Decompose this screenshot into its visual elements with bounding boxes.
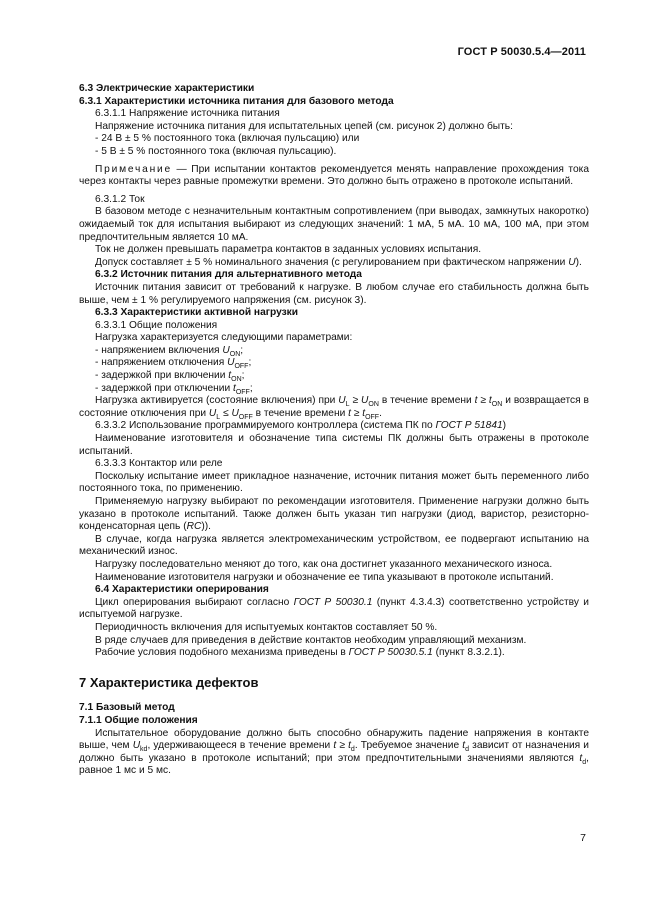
text-run: Нагрузка активируется (состояние включения) при bbox=[95, 395, 339, 407]
text-run: ≥ bbox=[349, 395, 362, 407]
subscript-on: ON bbox=[231, 376, 242, 384]
text-run: Испытательное оборудование должно быть способно обнаружить падение напряжения в контакте выше, чем bbox=[79, 727, 589, 752]
text-run: - задержкой при включении bbox=[95, 370, 229, 382]
paragraph-defects bbox=[79, 728, 589, 778]
heading-7-1-1: 7.1.1 Общие положения bbox=[79, 714, 198, 726]
paragraph-pk: Наименование изготовителя и обозначение типа системы ПК должны быть отражены в протоколе испытаний. bbox=[79, 433, 589, 457]
subscript-off: OFF bbox=[238, 413, 253, 421]
heading-6-3-3-3: 6.3.3.3 Контактор или реле bbox=[95, 458, 223, 470]
text-run: в течение времени bbox=[252, 407, 349, 419]
paragraph-activation bbox=[79, 395, 589, 420]
paragraph-tolerance bbox=[79, 257, 589, 270]
symbol-t: t bbox=[362, 407, 366, 419]
paragraph-current: В базовом методе с незначительным контактным сопротивлением (при выводах, замкнутых накоротко) ожидаемый ток для испытания выбирают из следующих значений: 1 мА, 5 мА. 10 мА, 100 мА, при этом предпочтительным является 10 мА. bbox=[79, 206, 589, 243]
list-item-5v: - 5 В ± 5 % постоянного тока (включая пульсацию). bbox=[95, 145, 337, 157]
text-run: ; bbox=[248, 357, 252, 369]
symbol-t: t bbox=[348, 740, 351, 752]
list-item-24v: - 24 В ± 5 % постоянного тока (включая пульсацию) или bbox=[95, 133, 360, 145]
paragraph-work-conditions bbox=[79, 647, 589, 660]
text-run: ≥ bbox=[336, 740, 349, 752]
symbol-t: t bbox=[333, 740, 337, 752]
heading-6-3-3-1: 6.3.3.1 Общие положения bbox=[95, 319, 218, 331]
heading-6-3-3: 6.3.3 Характеристики активной нагрузки bbox=[95, 307, 299, 319]
note-label: Примечание bbox=[95, 163, 172, 175]
text-run: ; bbox=[241, 370, 245, 382]
heading-6-3-3-2 bbox=[79, 420, 589, 433]
paragraph-load-name: Наименование изготовителя нагрузки и обозначение ее типа указывают в протоколе испытаний. bbox=[95, 571, 554, 583]
subscript-d: d bbox=[582, 758, 587, 766]
text-run: 6.3.3.2 Использование программируемого контроллера (система ПК по bbox=[95, 420, 436, 432]
heading-6-3-1: 6.3.1 Характеристики источника питания для базового метода bbox=[79, 95, 394, 107]
symbol-rc: RC bbox=[186, 521, 202, 533]
symbol-t: t bbox=[232, 382, 236, 394]
paragraph-cycle bbox=[79, 597, 589, 622]
text-run: ≥ bbox=[350, 407, 363, 419]
heading-6-3-2: 6.3.2 Источник питания для альтернативного метода bbox=[95, 269, 362, 281]
text-run: и возвращается в состояние отключения при bbox=[79, 395, 589, 419]
document-body bbox=[79, 83, 589, 778]
text-run: (пункт 8.3.2.1). bbox=[432, 647, 505, 659]
text-run: - напряжением включения bbox=[95, 344, 223, 356]
text-run: )). bbox=[201, 521, 211, 533]
paragraph-voltage: Напряжение источника питания для испытательных цепей (см. рисунок 2) должно быть: bbox=[95, 120, 513, 132]
subscript-on: ON bbox=[229, 350, 241, 358]
note-text: — При испытании контактов рекомендуется менять направление прохождения тока через контакты через равные промежутки времени. Это должно быть отражено в протоколе испытаний. bbox=[79, 163, 589, 188]
note bbox=[79, 164, 589, 189]
standard-reference: ГОСТ Р 50030.1 bbox=[293, 596, 373, 608]
subscript-d: d bbox=[465, 746, 469, 754]
text-run: в течение времени bbox=[378, 395, 475, 407]
subscript-off: OFF bbox=[235, 388, 250, 396]
paragraph-mechanical: В случае, когда нагрузка является электромеханическим устройством, ее подвергают испытанию на механический износ. bbox=[79, 533, 589, 558]
list-item-u-off bbox=[79, 357, 589, 370]
subscript-on: ON bbox=[368, 401, 379, 409]
symbol-u: U bbox=[222, 344, 230, 356]
page-header: ГОСТ Р 50030.5.4—2011 bbox=[457, 46, 586, 58]
list-item-t-on bbox=[79, 370, 589, 383]
heading-6-4: 6.4 Характеристики оперирования bbox=[95, 584, 269, 596]
paragraph-load-params: Нагрузка характеризуется следующими параметрами: bbox=[95, 332, 353, 344]
heading-6-3-1-1: 6.3.1.1 Напряжение источника питания bbox=[95, 108, 280, 120]
list-item-t-off bbox=[79, 383, 589, 396]
text-run: , равное 1 мс и 5 мс. bbox=[79, 752, 589, 777]
symbol-u: U bbox=[231, 407, 239, 419]
standard-reference: ГОСТ Р 51841 bbox=[435, 420, 503, 432]
heading-6-3-1-2: 6.3.1.2 Ток bbox=[95, 193, 145, 205]
symbol-t: t bbox=[462, 740, 466, 752]
paragraph-alt-supply: Источник питания зависит от требований к нагрузке. В любом случае его стабильность должна быть выше, чем ± 1 % регулируемого напряжения (см. рисунок 3). bbox=[79, 281, 589, 306]
subscript-l: L bbox=[345, 401, 350, 409]
standard-reference: ГОСТ Р 50030.5.1 bbox=[348, 647, 433, 659]
page-number: 7 bbox=[580, 832, 586, 844]
symbol-t: t bbox=[579, 752, 583, 764]
heading-6-3: 6.3 Электрические характеристики bbox=[79, 83, 255, 94]
text-run: Рабочие условия подобного механизма приведены в bbox=[95, 647, 349, 659]
text-run: ) bbox=[502, 420, 507, 432]
symbol-u: U bbox=[361, 395, 369, 407]
subscript-off: OFF bbox=[234, 363, 249, 371]
paragraph-sequential: Нагрузку последовательно меняют до того, как она достигнет указанного механического износа. bbox=[95, 558, 553, 570]
symbol-u: U bbox=[227, 357, 235, 369]
text-run: Применяемую нагрузку выбирают по рекомендации изготовителя. Применение нагрузки должно быть указано в протоколе испытаний. Также должен быть указан тип нагрузки (диод, варистор, резисторно-конденсаторная цепь ( bbox=[79, 496, 589, 533]
paragraph-mechanism: В ряде случаев для приведения в действие контактов необходим управляющий механизм. bbox=[95, 634, 527, 646]
subscript-off: OFF bbox=[365, 413, 380, 421]
text-run: Цикл оперирования выбирают согласно bbox=[95, 596, 294, 608]
symbol-t: t bbox=[488, 395, 492, 407]
text-run: - напряжением отключения bbox=[95, 357, 228, 369]
symbol-u: U bbox=[568, 256, 576, 268]
paragraph-applied-load bbox=[79, 496, 589, 534]
heading-7: 7 Характеристика дефектов bbox=[79, 674, 259, 690]
text-run: , удерживающееся в течение времени bbox=[147, 740, 334, 752]
symbol-t: t bbox=[348, 407, 351, 419]
text-run: Допуск составляет ± 5 % номинального значения (с регулированием при фактическом напряжении bbox=[95, 256, 569, 268]
subscript-kd: kd bbox=[140, 746, 148, 754]
text-run: (пункт 4.3.4.3) соответственно устройству и испытуемой нагрузке. bbox=[79, 596, 589, 621]
symbol-u: U bbox=[132, 740, 141, 752]
symbol-u: U bbox=[208, 407, 217, 419]
text-run: . Требуемое значение bbox=[354, 740, 463, 752]
symbol-t: t bbox=[474, 395, 478, 407]
subscript-d: d bbox=[350, 746, 355, 754]
text-run: ). bbox=[575, 256, 582, 268]
text-run: . bbox=[379, 407, 382, 419]
text-run: ; bbox=[240, 344, 244, 356]
paragraph-current-limit: Ток не должен превышать параметра контактов в заданных условиях испытания. bbox=[95, 244, 482, 256]
subscript-on: ON bbox=[491, 401, 503, 409]
text-run: ; bbox=[249, 382, 253, 394]
subscript-l: L bbox=[216, 413, 221, 421]
text-run: зависит от назначения и должно быть указано в протоколе испытаний; при этом предпочтительными значениями являются bbox=[79, 740, 589, 764]
paragraph-period: Периодичность включения для испытуемых контактов составляет 50 %. bbox=[95, 621, 438, 633]
text-run: ≤ bbox=[220, 407, 232, 419]
list-item-u-on bbox=[79, 345, 589, 358]
heading-7-1: 7.1 Базовый метод bbox=[79, 702, 175, 714]
symbol-t: t bbox=[228, 370, 232, 382]
paragraph-contactor: Поскольку испытание имеет прикладное назначение, источник питания может быть переменного либо постоянного тока, по применению. bbox=[79, 470, 589, 495]
symbol-u: U bbox=[338, 395, 346, 407]
text-run: - задержкой при отключении bbox=[95, 382, 233, 394]
text-run: ≥ bbox=[477, 395, 489, 407]
